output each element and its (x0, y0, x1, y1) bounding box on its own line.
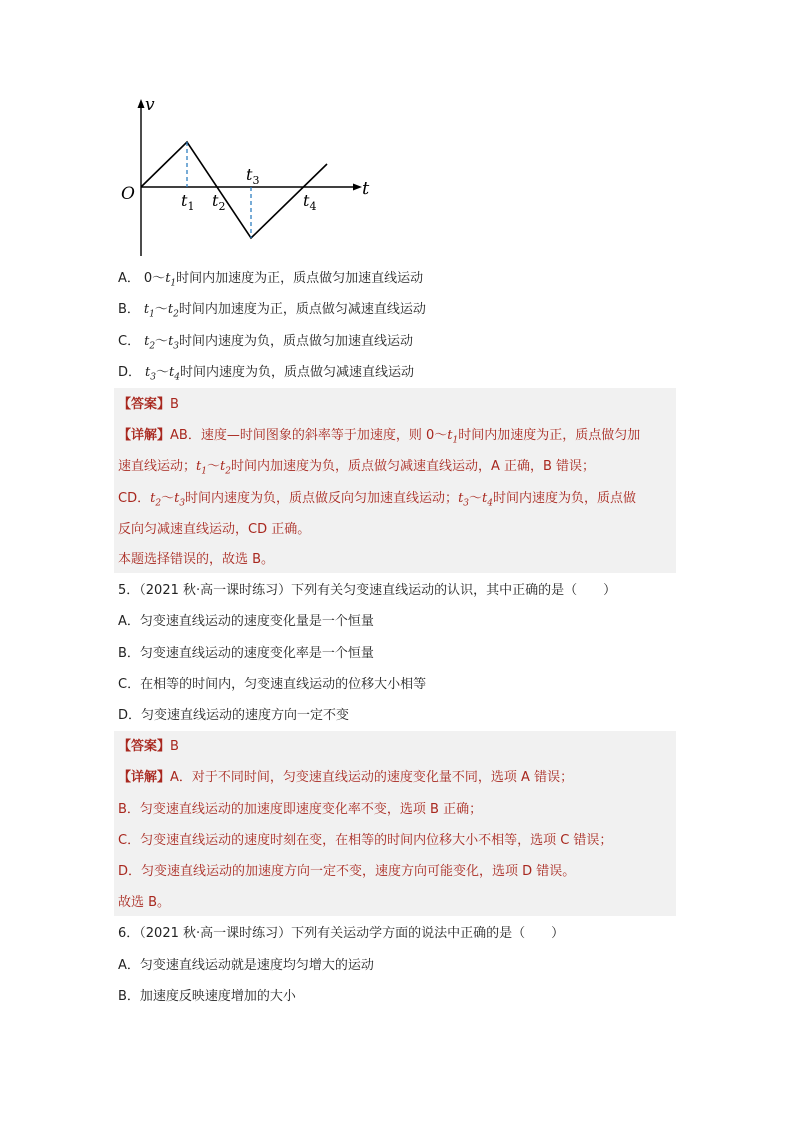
q6-option-a: A．匀变速直线运动就是速度均匀增大的运动 (118, 958, 374, 973)
q6-stem: 6．（2021 秋·高一课时练习）下列有关运动学方面的说法中正确的是（ ） (118, 926, 565, 941)
q4-answer-block (114, 388, 676, 573)
v-axis-label: v (145, 96, 155, 115)
q5-option-c: C．在相等的时间内，匀变速直线运动的位移大小相等 (118, 677, 427, 692)
q5-detail-b: B．匀变速直线运动的加速度即速度变化率不变，选项 B 正确； (118, 802, 483, 817)
velocity-line (141, 142, 327, 238)
t3-label: $t_3$ (246, 165, 260, 187)
t-axis-arrow (353, 184, 362, 191)
q4-option-c: C． $t_2\sim t_3$时间内速度为负，质点做匀加速直线运动 (118, 334, 414, 352)
vt-graph (118, 96, 378, 262)
q5-answer-block (114, 731, 676, 916)
q4-option-b: B． $t_1\sim t_2$时间内加速度为正，质点做匀减速直线运动 (118, 302, 426, 320)
q4-detail-line-2: 速直线运动；$t_1\sim t_2$时间内加速度为负，质点做匀减速直线运动，A 正确，B 错误； (118, 459, 596, 477)
q4-detail-line-4: 反向匀减速直线运动，CD 正确。 (118, 522, 311, 537)
q5-option-a: A．匀变速直线运动的速度变化量是一个恒量 (118, 614, 374, 629)
v-axis-arrow (138, 99, 145, 108)
q4-answer: 【答案】B (118, 397, 179, 412)
q5-conclusion: 故选 B。 (118, 895, 171, 910)
q4-conclusion: 本题选择错误的，故选 B。 (118, 552, 275, 567)
q5-option-b: B．匀变速直线运动的速度变化率是一个恒量 (118, 646, 374, 661)
q5-option-d: D．匀变速直线运动的速度方向一定不变 (118, 708, 350, 723)
q6-option-b: B．加速度反映速度增加的大小 (118, 989, 296, 1004)
origin-label: O (121, 184, 135, 204)
t-axis-label: t (362, 178, 370, 199)
q5-detail-c: C．匀变速直线运动的速度时刻在变，在相等的时间内位移大小不相等，选项 C 错误； (118, 833, 613, 848)
q4-option-a: A． $0\sim t_1$时间内加速度为正，质点做匀加速直线运动 (118, 271, 424, 289)
t2-label: $t_2$ (212, 191, 226, 213)
q5-stem: 5．（2021 秋·高一课时练习）下列有关匀变速直线运动的认识，其中正确的是（ ） (118, 583, 617, 598)
q4-detail-line-1: 【详解】AB．速度—时间图象的斜率等于加速度，则 $0\sim t_1$时间内加速度为正，质点做匀加 (118, 428, 641, 446)
q5-answer: 【答案】B (118, 739, 179, 754)
t1-label: $t_1$ (181, 191, 195, 213)
t4-label: $t_4$ (303, 191, 317, 213)
q5-detail-a: 【详解】A．对于不同时间，匀变速直线运动的速度变化量不同，选项 A 错误； (118, 770, 574, 785)
q5-detail-d: D．匀变速直线运动的加速度方向一定不变，速度方向可能变化，选项 D 错误。 (118, 864, 576, 879)
q4-option-d: D． $t_3\sim t_4$时间内速度为负，质点做匀减速直线运动 (118, 365, 414, 383)
q4-detail-line-3: CD．$t_2\sim t_3$时间内速度为负，质点做反向匀加速直线运动；$t_3\sim t_4$时间内速度为负，质点做 (118, 491, 637, 509)
